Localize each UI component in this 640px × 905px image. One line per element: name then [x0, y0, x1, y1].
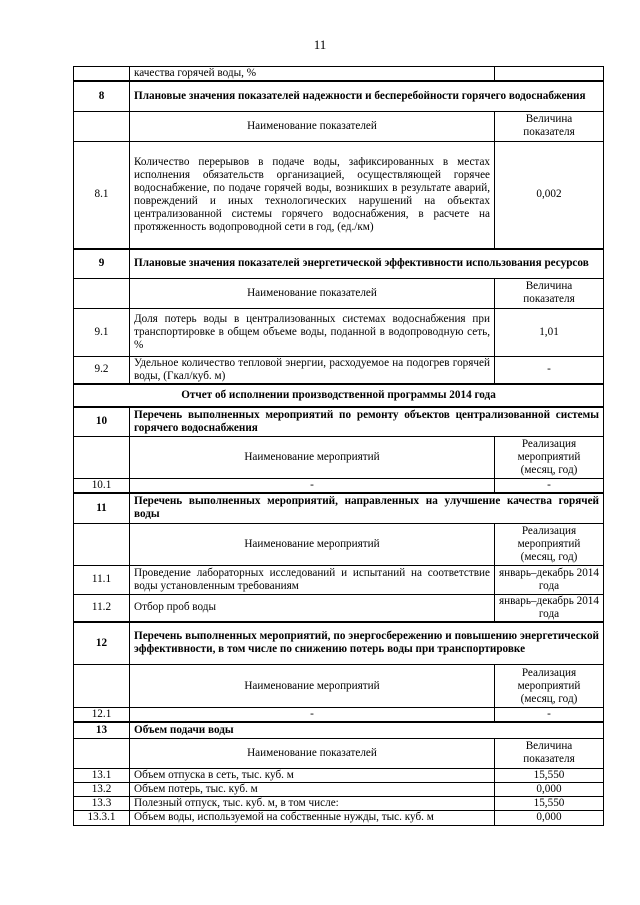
row-text: качества горячей воды, %: [130, 67, 495, 82]
row-text: Отбор проб воды: [130, 594, 495, 622]
row-text: Количество перерывов в подаче воды, зафиксированных в местах исполнения обязательств организацией, осуществляющей горячее водоснабжение, по подаче горячей воды, возникших в результате аварий, повреждений и иных технологических нарушений на объектах централизованной системы горячего водоснабжения, в расчете на протяженность водопроводной сети в год, (ед./км): [130, 141, 495, 249]
section-number: 13: [74, 722, 130, 738]
report-banner: Отчет об исполнении производственной программы 2014 года: [74, 384, 604, 407]
section-number: 8: [74, 81, 130, 111]
row-number: 13.1: [74, 768, 130, 782]
section-row: [74, 249, 604, 278]
row-number: 12.1: [74, 708, 130, 723]
section-title: Объем подачи воды: [130, 722, 604, 738]
header-number-cell: [74, 278, 130, 308]
row-text: -: [130, 479, 495, 494]
row-number: 13.2: [74, 782, 130, 796]
column-header-row: [74, 665, 604, 708]
section-row: [74, 722, 604, 738]
header-number-cell: [74, 111, 130, 141]
row-number: [74, 67, 130, 82]
indicators-table-body: [74, 67, 604, 826]
row-number: 11.1: [74, 565, 130, 594]
row-value: -: [495, 708, 604, 723]
header-number-cell: [74, 437, 130, 479]
section-number: 10: [74, 407, 130, 437]
row-number: 13.3.1: [74, 810, 130, 825]
row-value: 0,000: [495, 782, 604, 796]
table-row: [74, 67, 604, 82]
row-text: Проведение лабораторных исследований и испытаний на соответствие воды установленным требованиям: [130, 565, 495, 594]
row-value: январь–декабрь 2014 года: [495, 594, 604, 622]
column-header-name: Наименование показателей: [130, 111, 495, 141]
column-header-name: Наименование мероприятий: [130, 665, 495, 708]
section-title: Плановые значения показателей энергетической эффективности использования ресурсов: [130, 249, 604, 278]
report-banner-row: [74, 384, 604, 407]
table-row: [74, 565, 604, 594]
column-header-value: Реализация мероприятий (месяц, год): [495, 665, 604, 708]
section-number: 12: [74, 622, 130, 665]
table-row: [74, 796, 604, 810]
column-header-value: Реализация мероприятий (месяц, год): [495, 437, 604, 479]
indicators-table: [73, 66, 604, 826]
column-header-value: Величина показателя: [495, 278, 604, 308]
row-value: 15,550: [495, 796, 604, 810]
row-value: 0,002: [495, 141, 604, 249]
section-number: 11: [74, 493, 130, 523]
column-header-row: [74, 278, 604, 308]
row-text: Доля потерь воды в централизованных системах водоснабжения при транспортировке в общем объеме воды, поданной в водопроводную сеть, %: [130, 308, 495, 356]
row-value: 15,550: [495, 768, 604, 782]
section-title: Перечень выполненных мероприятий по ремонту объектов централизованной системы горячего водоснабжения: [130, 407, 604, 437]
row-text: Объем потерь, тыс. куб. м: [130, 782, 495, 796]
row-number: 11.2: [74, 594, 130, 622]
section-title: Перечень выполненных мероприятий, по энергосбережению и повышению энергетической эффективности, в том числе по снижению потерь воды при транспортировке: [130, 622, 604, 665]
table-row: [74, 356, 604, 384]
row-value: январь–декабрь 2014 года: [495, 565, 604, 594]
column-header-name: Наименование мероприятий: [130, 437, 495, 479]
row-value: -: [495, 479, 604, 494]
row-number: 8.1: [74, 141, 130, 249]
column-header-name: Наименование показателей: [130, 278, 495, 308]
row-text: -: [130, 708, 495, 723]
section-row: [74, 622, 604, 665]
column-header-row: [74, 437, 604, 479]
column-header-row: [74, 111, 604, 141]
section-row: [74, 81, 604, 111]
row-value: [495, 67, 604, 82]
column-header-row: [74, 738, 604, 768]
section-row: [74, 493, 604, 523]
column-header-row: [74, 523, 604, 565]
page-number: 11: [313, 37, 327, 52]
row-number: 9.2: [74, 356, 130, 384]
header-number-cell: [74, 738, 130, 768]
row-value: 0,000: [495, 810, 604, 825]
header-number-cell: [74, 665, 130, 708]
row-value: 1,01: [495, 308, 604, 356]
row-number: 10.1: [74, 479, 130, 494]
header-number-cell: [74, 523, 130, 565]
row-text: Объем воды, используемой на собственные нужды, тыс. куб. м: [130, 810, 495, 825]
table-row: [74, 594, 604, 622]
table-row: [74, 810, 604, 825]
column-header-name: Наименование показателей: [130, 738, 495, 768]
row-number: 13.3: [74, 796, 130, 810]
table-row: [74, 141, 604, 249]
section-number: 9: [74, 249, 130, 278]
row-text: Полезный отпуск, тыс. куб. м, в том числе:: [130, 796, 495, 810]
row-text: Объем отпуска в сеть, тыс. куб. м: [130, 768, 495, 782]
row-value: -: [495, 356, 604, 384]
section-row: [74, 407, 604, 437]
column-header-value: Величина показателя: [495, 738, 604, 768]
section-title: Перечень выполненных мероприятий, направленных на улучшение качества горячей воды: [130, 493, 604, 523]
table-row: [74, 782, 604, 796]
row-number: 9.1: [74, 308, 130, 356]
column-header-value: Величина показателя: [495, 111, 604, 141]
column-header-name: Наименование мероприятий: [130, 523, 495, 565]
table-row: [74, 708, 604, 723]
section-title: Плановые значения показателей надежности и бесперебойности горячего водоснабжения: [130, 81, 604, 111]
table-row: [74, 768, 604, 782]
table-row: [74, 308, 604, 356]
table-row: [74, 479, 604, 494]
column-header-value: Реализация мероприятий (месяц, год): [495, 523, 604, 565]
row-text: Удельное количество тепловой энергии, расходуемое на подогрев горячей воды, (Гкал/куб. м): [130, 356, 495, 384]
